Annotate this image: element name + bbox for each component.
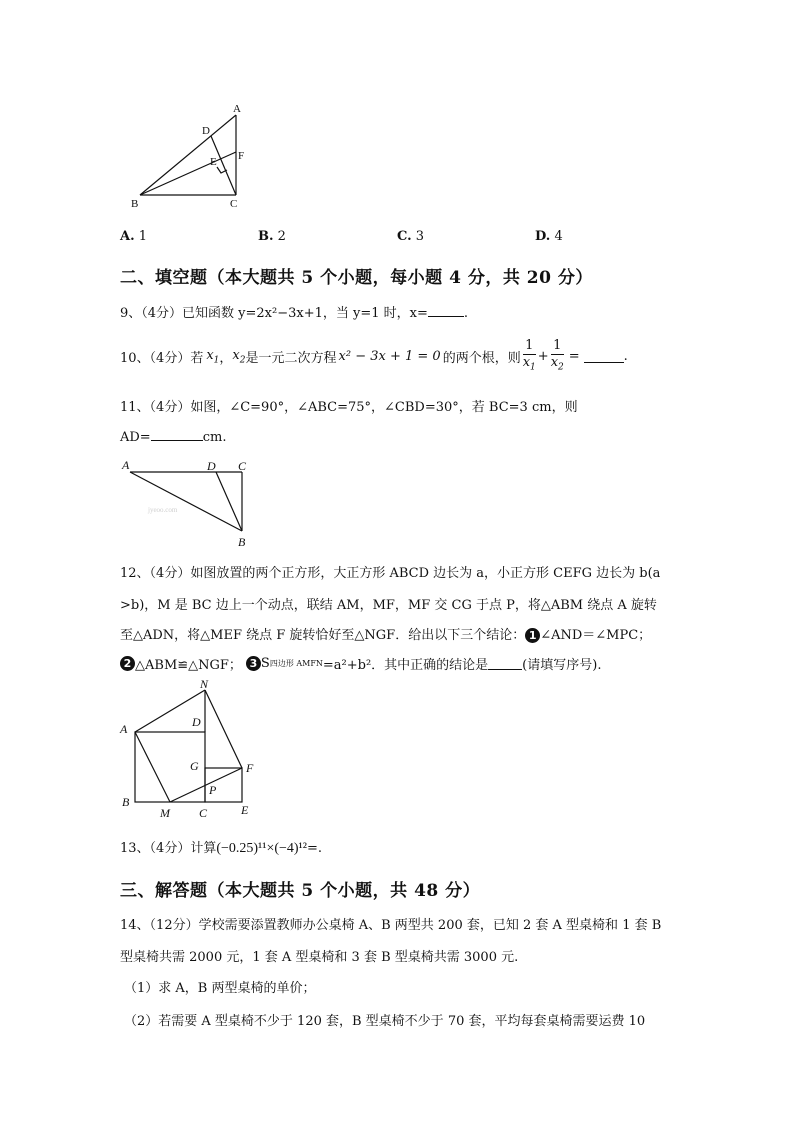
- segment-bf: [140, 152, 236, 195]
- conclusion-2: △ABM≌△NGF；: [135, 658, 242, 673]
- label-b: B: [238, 535, 246, 549]
- answer-blank[interactable]: [584, 350, 624, 363]
- label-g: G: [190, 759, 199, 773]
- option-value: 2: [277, 229, 286, 244]
- conclusion-3-sub: 四边形 AMFN: [269, 659, 323, 668]
- conclusion-3-tail: (请填写序号).: [522, 658, 602, 673]
- conclusion-3-marker: 3: [246, 656, 261, 671]
- q9-text: 9、（4分）已知函数 y=2x²−3x+1，当 y=1 时，x=: [120, 306, 428, 321]
- segment-mf: [170, 768, 242, 802]
- plus-sign: +: [537, 349, 549, 365]
- section-heading: 二、填空题（本大题共 5 个小题，每小题 4 分，共 20 分）: [120, 268, 593, 288]
- question-10: [120, 338, 628, 376]
- watermark: jyeoo.com: [148, 506, 178, 514]
- question-9: [120, 302, 468, 321]
- label-a: A: [122, 458, 130, 472]
- label-n: N: [200, 678, 209, 691]
- conclusion-1: ∠AND＝∠MPC；: [540, 628, 652, 643]
- var-x2: $x_2$: [232, 348, 246, 366]
- question-14-part1: （1）求 A，B 两型桌椅的单价；: [124, 981, 316, 996]
- label-d: D: [202, 125, 210, 137]
- section-heading: 三、解答题（本大题共 5 个小题，共 48 分）: [120, 881, 481, 901]
- answer-blank[interactable]: [151, 428, 203, 441]
- question-12-line4: [120, 654, 601, 673]
- segment-db: [216, 472, 242, 531]
- label-b: B: [122, 795, 130, 809]
- conclusion-2-marker: 2: [120, 656, 135, 671]
- question-14-part2: （2）若需要 A 型桌椅不少于 120 套，B 型桌椅不少于 70 套，平均每套桌椅需要运费 10: [124, 1014, 646, 1029]
- var-x1: $x_1$: [206, 348, 220, 366]
- option-letter: C.: [397, 229, 412, 244]
- answer-blank[interactable]: [428, 304, 464, 317]
- question-11-line1: 11、（4分）如图，∠C=90°，∠ABC=75°，∠CBD=30°，若 BC=3 cm，则: [120, 400, 578, 415]
- label-m: M: [160, 806, 170, 820]
- question-14-line1: 14、（12分）学校需要添置教师办公桌椅 A、B 两型共 200 套，已知 2 套 A 型桌椅和 1 套 B: [120, 918, 662, 933]
- conclusion-1-marker: 1: [525, 628, 540, 643]
- label-a: A: [120, 722, 128, 736]
- option-value: 4: [554, 229, 563, 244]
- label-e: E: [241, 803, 249, 817]
- label-e: E: [210, 156, 217, 168]
- question8-figure: [128, 100, 253, 212]
- label-f: F: [246, 761, 254, 775]
- segment-nf: [205, 690, 242, 768]
- equation: x² − 3x + 1 = 0: [338, 349, 441, 365]
- conclusion-3-s: S: [260, 656, 270, 671]
- q10-prefix: 10、（4分）若: [120, 351, 204, 367]
- question11-figure: [118, 456, 258, 551]
- question12-figure: [116, 678, 266, 823]
- option-value: 3: [415, 229, 425, 244]
- conclusion-3: =a²+b²．其中正确的结论是: [322, 658, 489, 673]
- question-11-line2: AD= cm.: [120, 430, 227, 445]
- q10-suffix: .: [623, 349, 628, 365]
- segment-am: [135, 732, 170, 802]
- expression: (−0.25)¹¹×(−4)¹²: [216, 841, 307, 856]
- question-13: 13、（4分）计算(−0.25)¹¹×(−4)¹²=.: [120, 841, 322, 856]
- option-d[interactable]: [535, 229, 563, 244]
- option-letter: D.: [535, 229, 551, 244]
- option-letter: B.: [258, 229, 274, 244]
- option-letter: A.: [120, 229, 135, 244]
- label-c: C: [199, 806, 208, 820]
- segment-ab: [130, 472, 242, 531]
- label-p: P: [209, 783, 217, 797]
- option-value: 1: [138, 229, 148, 244]
- q10-mid: 是一元二次方程: [245, 351, 337, 367]
- fraction-1-over-x2: $\frac{1}{x_2}$: [550, 338, 564, 373]
- option-c[interactable]: [397, 229, 424, 244]
- q10-sep: ，: [219, 351, 233, 367]
- label-b: B: [131, 198, 139, 210]
- question-12-line1: 12、（4分）如图放置的两个正方形，大正方形 ABCD 边长为 a，小正方形 CEFG 边长为 b(a: [120, 566, 661, 581]
- question-14-line2: 型桌椅共需 2000 元，1 套 A 型桌椅和 3 套 B 型桌椅共需 3000 元.: [120, 950, 519, 965]
- label-d: D: [192, 715, 201, 729]
- label-a: A: [233, 103, 241, 115]
- label-c: C: [230, 198, 238, 210]
- equals-sign: =: [568, 349, 580, 365]
- label-f: F: [238, 150, 245, 162]
- option-a[interactable]: [120, 229, 147, 244]
- question-12-line2: >b)，M 是 BC 边上一个动点，联结 AM，MF，MF 交 CG 于点 P，将△ABM 绕点 A 旋转: [120, 598, 657, 613]
- segment-ba: [140, 115, 236, 195]
- label-c: C: [238, 459, 247, 473]
- q10-tail: 的两个根，则: [442, 351, 521, 367]
- label-d: D: [207, 459, 216, 473]
- question-12-line3: 至△ADN，将△MEF 绕点 F 旋转恰好至△NGF．给出以下三个结论： 1 ∠AND＝∠MPC；: [120, 628, 652, 643]
- option-b[interactable]: [258, 229, 286, 244]
- answer-blank[interactable]: [488, 657, 522, 670]
- q9-suffix: .: [463, 306, 469, 321]
- fraction-1-over-x1: $\frac{1}{x_1}$: [522, 338, 536, 373]
